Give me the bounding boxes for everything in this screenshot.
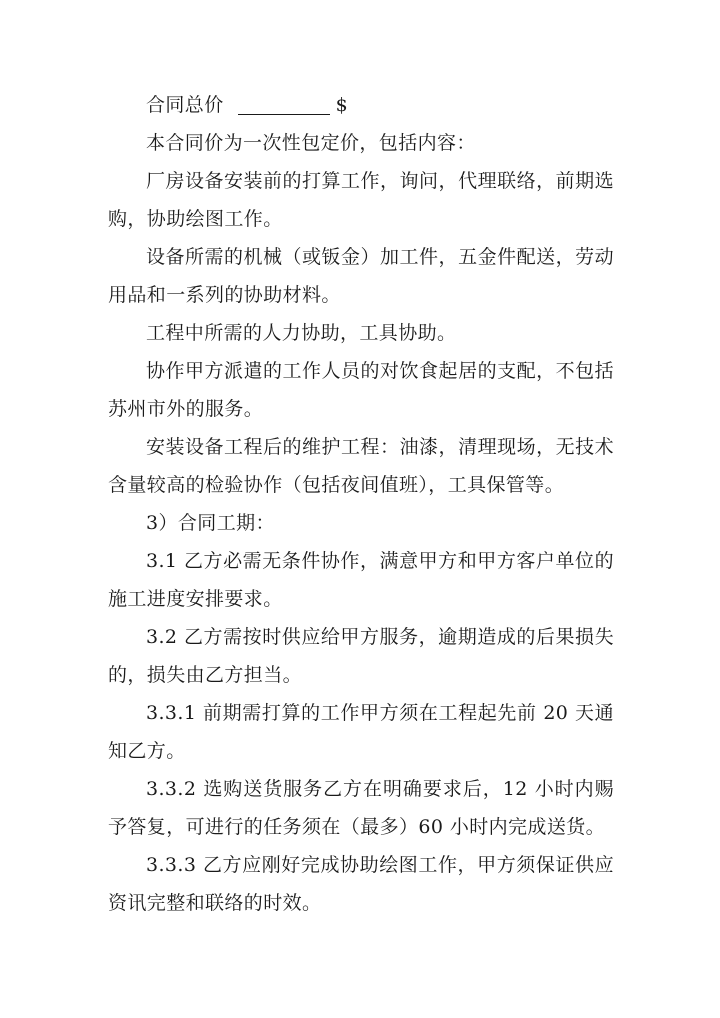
clause-3-1: 3.1 乙方必需无条件协作，满意甲方和甲方客户单位的施工进度安排要求。 <box>108 550 614 610</box>
paragraph-price-scope: 本合同价为一次性包定价，包括内容： <box>146 132 476 154</box>
paragraph-preinstall-work: 厂房设备安装前的打算工作，询问，代理联络，前期选购，协助绘图工作。 <box>108 170 614 230</box>
total-price-blank <box>238 94 330 115</box>
paragraph-labor-tools: 工程中所需的人力协助，工具协助。 <box>146 322 457 344</box>
currency-symbol: $ <box>335 94 349 116</box>
section-heading-schedule: 3）合同工期： <box>146 512 275 534</box>
clause-3-2: 3.2 乙方需按时供应给甲方服务，逾期造成的后果损失的，损失由乙方担当。 <box>108 626 614 686</box>
clause-3-3-3: 3.3.3 乙方应刚好完成协助绘图工作，甲方须保证供应资讯完整和联络的时效。 <box>108 854 614 914</box>
clause-3-3-2: 3.3.2 选购送货服务乙方在明确要求后，12 小时内赐予答复，可进行的任务须在（最多）60 小时内完成送货。 <box>108 778 614 838</box>
paragraph-staff-accommodation: 协作甲方派遣的工作人员的对饮食起居的支配，不包括苏州市外的服务。 <box>108 360 614 420</box>
paragraph-machining-parts: 设备所需的机械（或钣金）加工件，五金件配送，劳动用品和一系列的协助材料。 <box>108 246 614 306</box>
clause-3-3-1: 3.3.1 前期需打算的工作甲方须在工程起先前 20 天通知乙方。 <box>108 702 614 762</box>
paragraph-maintenance: 安装设备工程后的维护工程：油漆，清理现场，无技术含量较高的检验协作（包括夜间值班），工具保管等。 <box>108 436 614 496</box>
total-price-label: 合同总价 <box>146 94 224 116</box>
document-body <box>108 86 614 922</box>
total-price-line <box>108 86 614 124</box>
